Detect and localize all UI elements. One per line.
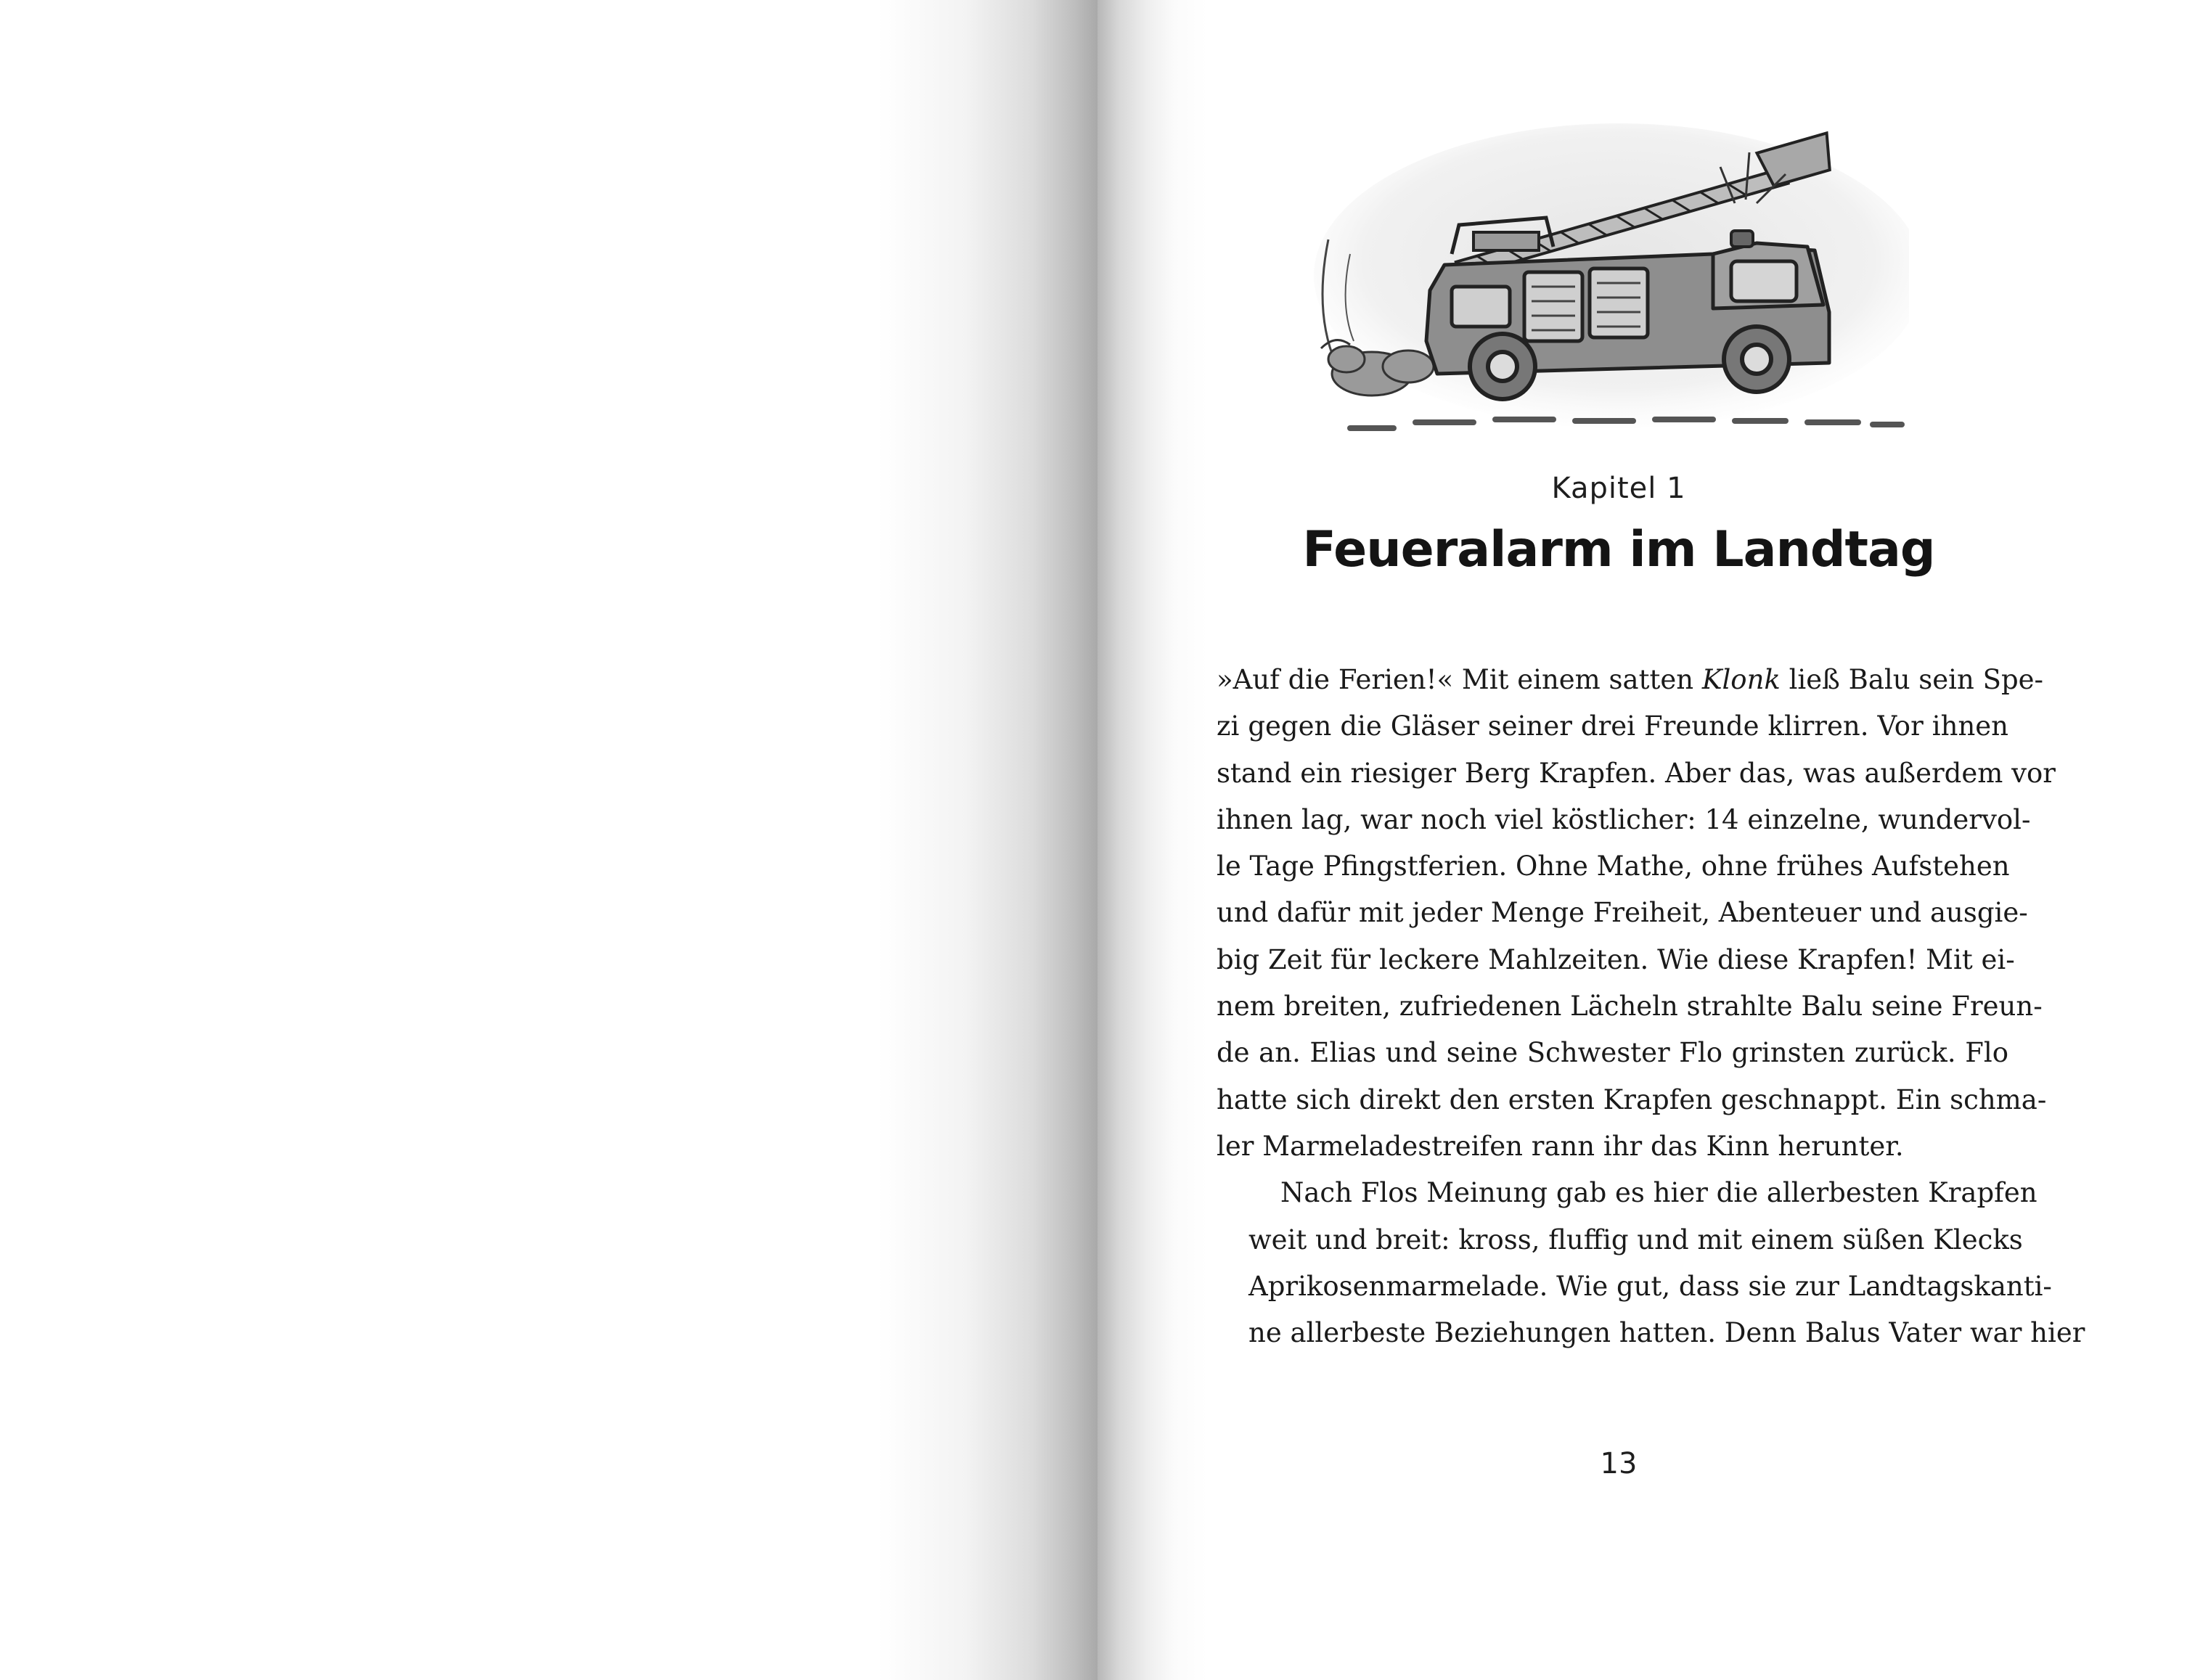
paragraph-2 [1217, 1170, 2085, 1356]
fire-truck-illustration [1307, 123, 1909, 443]
text-line: ler Marmeladestreifen rann ihr das Kinn herunter. [1217, 1130, 1904, 1162]
text-line: Nach Flos Meinung gab es hier die allerbesten Krapfen [1280, 1177, 2037, 1209]
paragraph-1 [1217, 657, 2056, 1170]
chapter-label: Kapitel 1 [1551, 472, 1686, 505]
text-line: stand ein riesiger Berg Krapfen. Aber das, was außerdem vor [1217, 757, 2056, 789]
text-line: hatte sich direkt den ersten Krapfen geschnappt. Ein schma- [1217, 1083, 2047, 1115]
chapter-title: Feueralarm im Landtag [1302, 521, 1935, 578]
text-line: le Tage Pfingstferien. Ohne Mathe, ohne frühes Aufstehen [1217, 851, 2010, 882]
text-line: nem breiten, zufriedenen Lächeln strahlte Balu seine Freun- [1217, 991, 2043, 1023]
text-line: »Auf die Ferien!« Mit einem satten Klonk ließ Balu sein Spe- [1217, 664, 2044, 695]
page-number: 13 [1600, 1447, 1638, 1480]
text-line: ne allerbeste Beziehungen hatten. Denn Balus Vater war hier [1248, 1317, 2085, 1349]
text-line: und dafür mit jeder Menge Freiheit, Abenteuer und ausgie- [1217, 897, 2028, 929]
body-text [1217, 657, 2085, 1356]
text-line: ihnen lag, war noch viel köstlicher: 14 einzelne, wundervol- [1217, 803, 2031, 835]
text-line: big Zeit für leckere Mahlzeiten. Wie diese Krapfen! Mit ei- [1217, 943, 2015, 975]
text-line: de an. Elias und seine Schwester Flo grinsten zurück. Flo [1217, 1037, 2008, 1069]
text-line: Aprikosenmarmelade. Wie gut, dass sie zur Landtagskanti- [1248, 1270, 2052, 1302]
text-line: weit und breit: kross, fluffig und mit einem süßen Klecks [1248, 1224, 2023, 1255]
text-line: zi gegen die Gläser seiner drei Freunde klirren. Vor ihnen [1217, 710, 2008, 742]
